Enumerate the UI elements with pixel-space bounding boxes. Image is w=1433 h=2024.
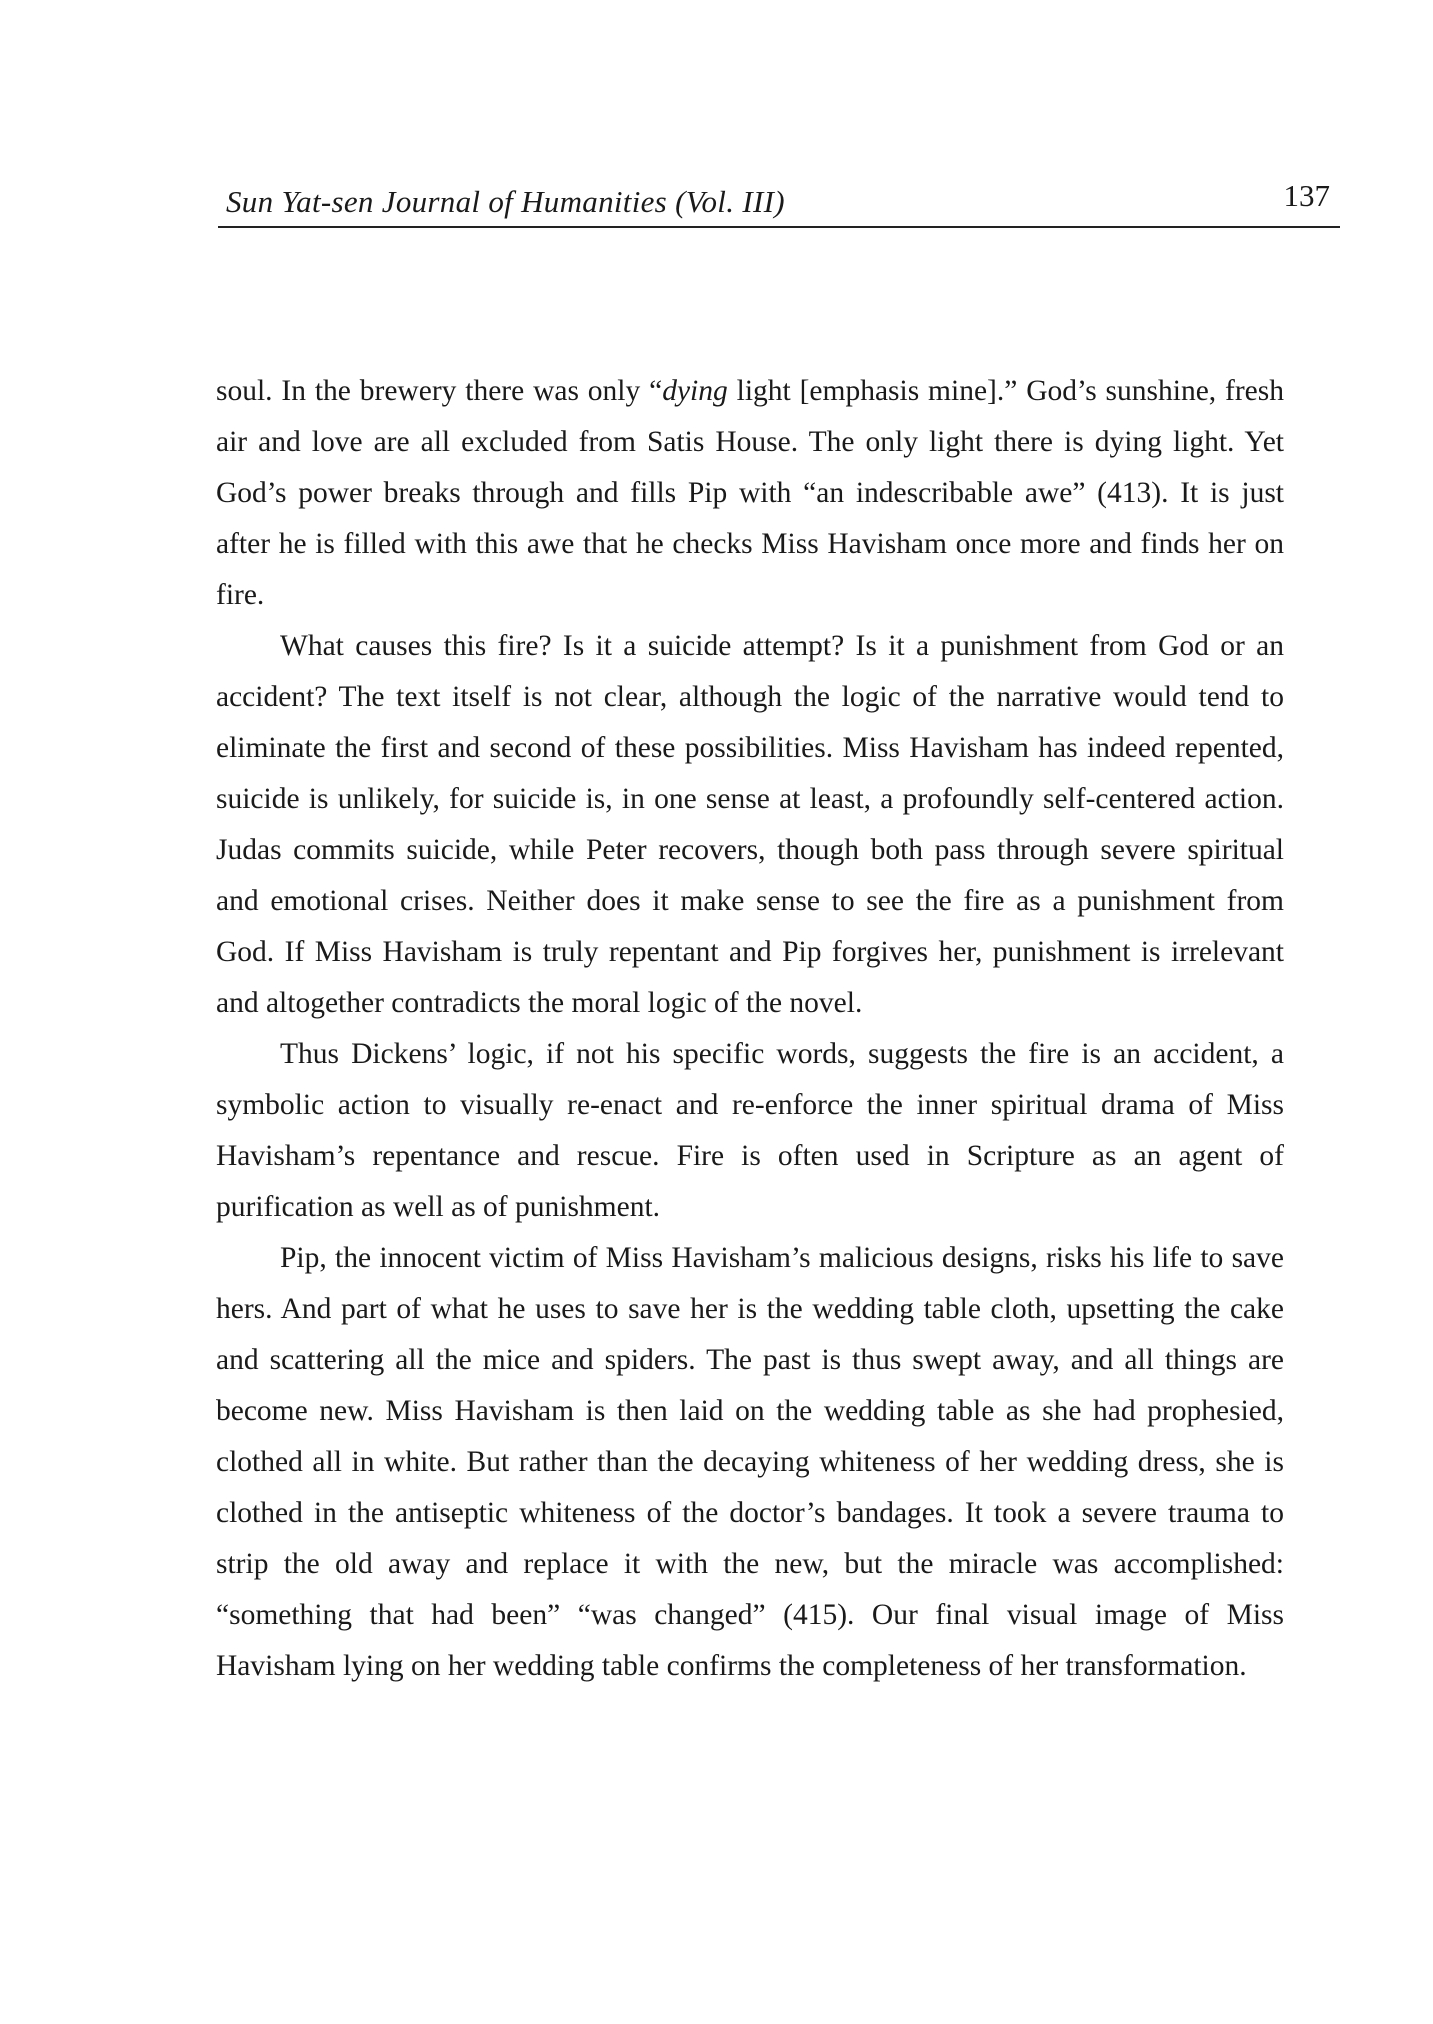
running-header: [218, 178, 1340, 228]
page-number: 137: [1283, 178, 1330, 213]
paragraph-3: Thus Dickens’ logic, if not his specific words, suggests the fire is an accident, a symbolic action to visually re-enact and re-enforce the inner spiritual drama of Miss Havisham’s repentance and rescue. Fire is often used in Scripture as an agent of purification as well as of punishment.: [216, 1038, 1284, 1223]
emphasis-dying: dying: [662, 375, 728, 407]
paragraph-2: What causes this fire? Is it a suicide attempt? Is it a punishment from God or an accident? The text itself is not clear, although the logic of the narrative would tend to eliminate the first and second of these possibilities. Miss Havisham has indeed repented, suicide is unlikely, for suicide is, in one sense at least, a profoundly self-centered action. Judas commits suicide, while Peter recovers, though both pass through severe spiritual and emotional crises. Neither does it make sense to see the fire as a punishment from God. If Miss Havisham is truly repentant and Pip forgives her, punishment is irrelevant and altogether contradicts the moral logic of the novel.: [216, 630, 1284, 1019]
paragraph-1-text-b: light [emphasis mine].” God’s sunshine, fresh air and love are all excluded from Satis House. The only light there is dying light. Yet God’s power breaks through and fills Pip with “an indescribable awe” (413). It is just after he is filled with this awe that he checks Miss Havisham once more and finds her on fire.: [216, 375, 1284, 611]
journal-title: Sun Yat-sen Journal of Humanities (Vol. III): [226, 184, 785, 219]
body-text: [216, 366, 1284, 1692]
paragraph-1-text-a: soul. In the brewery there was only “: [216, 375, 663, 407]
paragraph-1: [216, 366, 1284, 621]
paragraph-4: Pip, the innocent victim of Miss Havisham’s malicious designs, risks his life to save hers. And part of what he uses to save her is the wedding table cloth, upsetting the cake and scattering all the mice and spiders. The past is thus swept away, and all things are become new. Miss Havisham is then laid on the wedding table as she had prophesied, clothed all in white. But rather than the decaying whiteness of her wedding dress, she is clothed in the antiseptic whiteness of the doctor’s bandages. It took a severe trauma to strip the old away and replace it with the new, but the miracle was accomplished: “something that had been” “was changed” (415). Our final visual image of Miss Havisham lying on her wedding table confirms the completeness of her transformation.: [216, 1242, 1284, 1682]
